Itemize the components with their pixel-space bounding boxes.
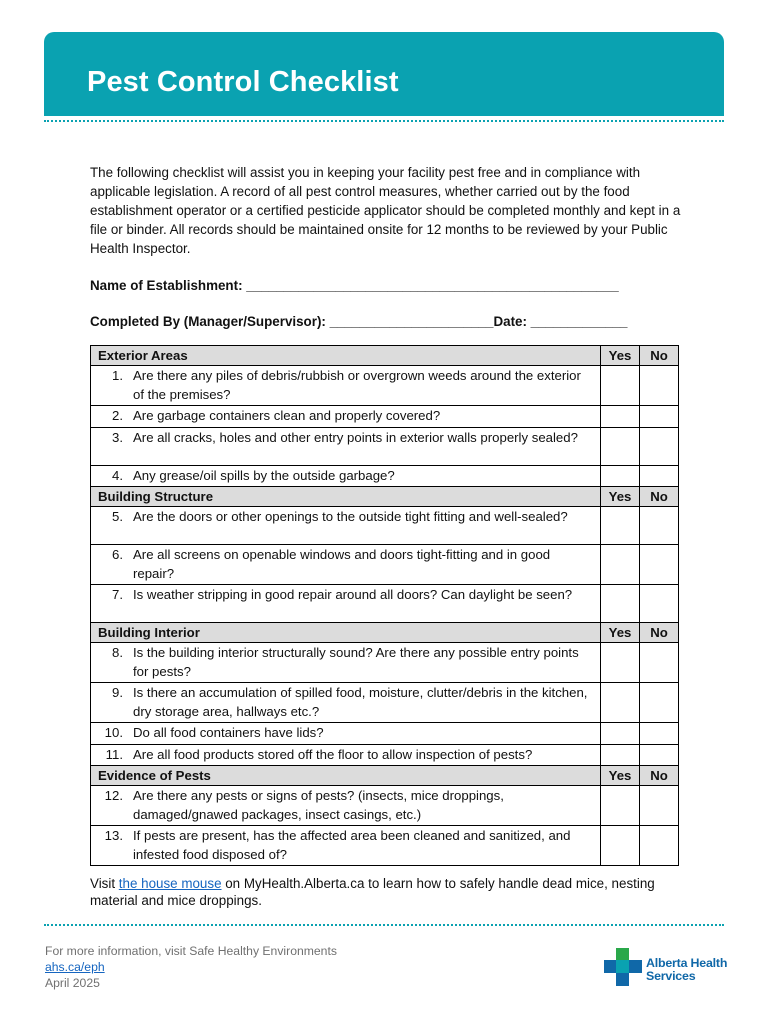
logo-line-1: Alberta Health (646, 956, 728, 970)
section-header-building-interior (91, 623, 679, 643)
yes-checkbox-cell[interactable] (601, 585, 640, 623)
no-checkbox-cell[interactable] (640, 406, 679, 428)
yes-checkbox-cell[interactable] (601, 507, 640, 545)
section-title: Evidence of Pests (91, 766, 601, 786)
yes-checkbox-cell[interactable] (601, 465, 640, 487)
footer-info: For more information, visit Safe Healthy Environments (45, 944, 337, 958)
logo-line-2: Services (646, 969, 696, 983)
question-number: 12. (104, 788, 123, 803)
house-mouse-note (90, 875, 690, 909)
section-title: Building Structure (91, 487, 601, 507)
no-checkbox-cell[interactable] (640, 683, 679, 723)
date-blank[interactable]: _____________ (530, 314, 628, 329)
question-text: Are all food products stored off the floor to allow inspection of pests? (133, 746, 533, 762)
question-row (91, 786, 679, 826)
date-label: Date: (493, 314, 527, 329)
footer-date: April 2025 (45, 976, 100, 990)
question-row (91, 507, 679, 545)
question-number: 9. (112, 685, 123, 700)
bottom-dotted-divider (44, 924, 724, 926)
no-checkbox-cell[interactable] (640, 643, 679, 683)
no-column-header: No (640, 487, 679, 507)
note-suffix: on MyHealth.Alberta.ca to learn how to safely handle dead mice, nesting material and mice droppings. (90, 876, 655, 908)
note-prefix: Visit (90, 876, 119, 891)
yes-checkbox-cell[interactable] (601, 406, 640, 428)
question-row (91, 643, 679, 683)
yes-column-header: Yes (601, 623, 640, 643)
no-checkbox-cell[interactable] (640, 545, 679, 585)
no-column-header: No (640, 766, 679, 786)
logo-wordmark (646, 957, 727, 983)
question-number: 3. (112, 429, 123, 445)
top-dotted-divider (44, 120, 724, 122)
question-number: 10. (104, 725, 123, 740)
yes-checkbox-cell[interactable] (601, 786, 640, 826)
intro-paragraph: The following checklist will assist you in keeping your facility pest free and in compliance with applicable legislation. A record of all pest control measures, whether carried out by the food establishment operator or a certified pesticide applicator should be completed monthly and kept in a file or binder. All records should be maintained onsite for 12 months to be reviewed by your Public Health Inspector. (90, 165, 681, 256)
question-number: 7. (112, 587, 123, 602)
question-text: Is weather stripping in good repair around all doors? Can daylight be seen? (133, 587, 573, 602)
question-text: Do all food containers have lids? (133, 725, 324, 740)
question-number: 1. (112, 368, 123, 383)
question-row (91, 465, 679, 487)
question-text: Are all screens on openable windows and doors tight-fitting and in good repair? (133, 547, 551, 581)
establishment-blank[interactable]: __________________________________________________ (246, 278, 619, 293)
completed-by-field (90, 314, 680, 329)
alberta-health-cross-logo-icon (604, 948, 642, 986)
section-header-exterior (91, 346, 679, 366)
establishment-label: Name of Establishment: (90, 278, 243, 293)
question-row (91, 744, 679, 766)
no-checkbox-cell[interactable] (640, 826, 679, 866)
question-number: 4. (112, 467, 123, 483)
yes-checkbox-cell[interactable] (601, 744, 640, 766)
question-text: If pests are present, has the affected area been cleaned and sanitized, and infested food disposed of? (133, 828, 571, 862)
section-title: Building Interior (91, 623, 601, 643)
question-row (91, 427, 679, 465)
question-row (91, 545, 679, 585)
question-text: Are the doors or other openings to the outside tight fitting and well-sealed? (133, 509, 568, 524)
question-row (91, 366, 679, 406)
establishment-field (90, 278, 680, 293)
yes-checkbox-cell[interactable] (601, 826, 640, 866)
title-banner (44, 32, 724, 116)
question-number: 6. (112, 547, 123, 562)
page-title: Pest Control Checklist (87, 66, 399, 98)
footer (45, 943, 337, 991)
section-header-evidence-of-pests (91, 766, 679, 786)
no-column-header: No (640, 346, 679, 366)
question-row (91, 406, 679, 428)
checklist-table (90, 345, 679, 866)
ahs-logo (604, 947, 728, 987)
question-number: 2. (112, 408, 123, 423)
section-header-building-structure (91, 487, 679, 507)
question-number: 13. (104, 828, 123, 843)
house-mouse-link[interactable]: the house mouse (118, 876, 222, 891)
question-text: Are garbage containers clean and properly covered? (133, 408, 441, 423)
yes-checkbox-cell[interactable] (601, 427, 640, 465)
question-row (91, 683, 679, 723)
question-row (91, 585, 679, 623)
question-text: Is the building interior structurally sound? Are there any possible entry points for pests? (133, 645, 579, 679)
yes-column-header: Yes (601, 766, 640, 786)
question-text: Any grease/oil spills by the outside garbage? (133, 467, 395, 483)
yes-checkbox-cell[interactable] (601, 643, 640, 683)
question-number: 5. (112, 509, 123, 524)
completed-by-blank[interactable]: ______________________ (329, 314, 494, 329)
no-checkbox-cell[interactable] (640, 507, 679, 545)
yes-checkbox-cell[interactable] (601, 723, 640, 745)
no-checkbox-cell[interactable] (640, 366, 679, 406)
yes-column-header: Yes (601, 346, 640, 366)
question-text: Are all cracks, holes and other entry points in exterior walls properly sealed? (133, 429, 578, 445)
question-text: Are there any piles of debris/rubbish or overgrown weeds around the exterior of the premises? (133, 368, 581, 402)
completed-by-label: Completed By (Manager/Supervisor): (90, 314, 326, 329)
question-number: 11. (105, 746, 123, 762)
question-row (91, 826, 679, 866)
yes-checkbox-cell[interactable] (601, 683, 640, 723)
section-title: Exterior Areas (91, 346, 601, 366)
no-checkbox-cell[interactable] (640, 465, 679, 487)
no-checkbox-cell[interactable] (640, 723, 679, 745)
no-column-header: No (640, 623, 679, 643)
question-row (91, 723, 679, 745)
question-text: Are there any pests or signs of pests? (insects, mice droppings, damaged/gnawed packages, insect casings, etc.) (133, 788, 504, 822)
footer-link[interactable]: ahs.ca/eph (45, 960, 105, 974)
no-checkbox-cell[interactable] (640, 786, 679, 826)
question-text: Is there an accumulation of spilled food, moisture, clutter/debris in the kitchen, dry storage area, hallways etc.? (133, 685, 588, 719)
yes-column-header: Yes (601, 487, 640, 507)
yes-checkbox-cell[interactable] (601, 366, 640, 406)
no-checkbox-cell[interactable] (640, 585, 679, 623)
no-checkbox-cell[interactable] (640, 744, 679, 766)
question-number: 8. (112, 645, 123, 660)
no-checkbox-cell[interactable] (640, 427, 679, 465)
yes-checkbox-cell[interactable] (601, 545, 640, 585)
